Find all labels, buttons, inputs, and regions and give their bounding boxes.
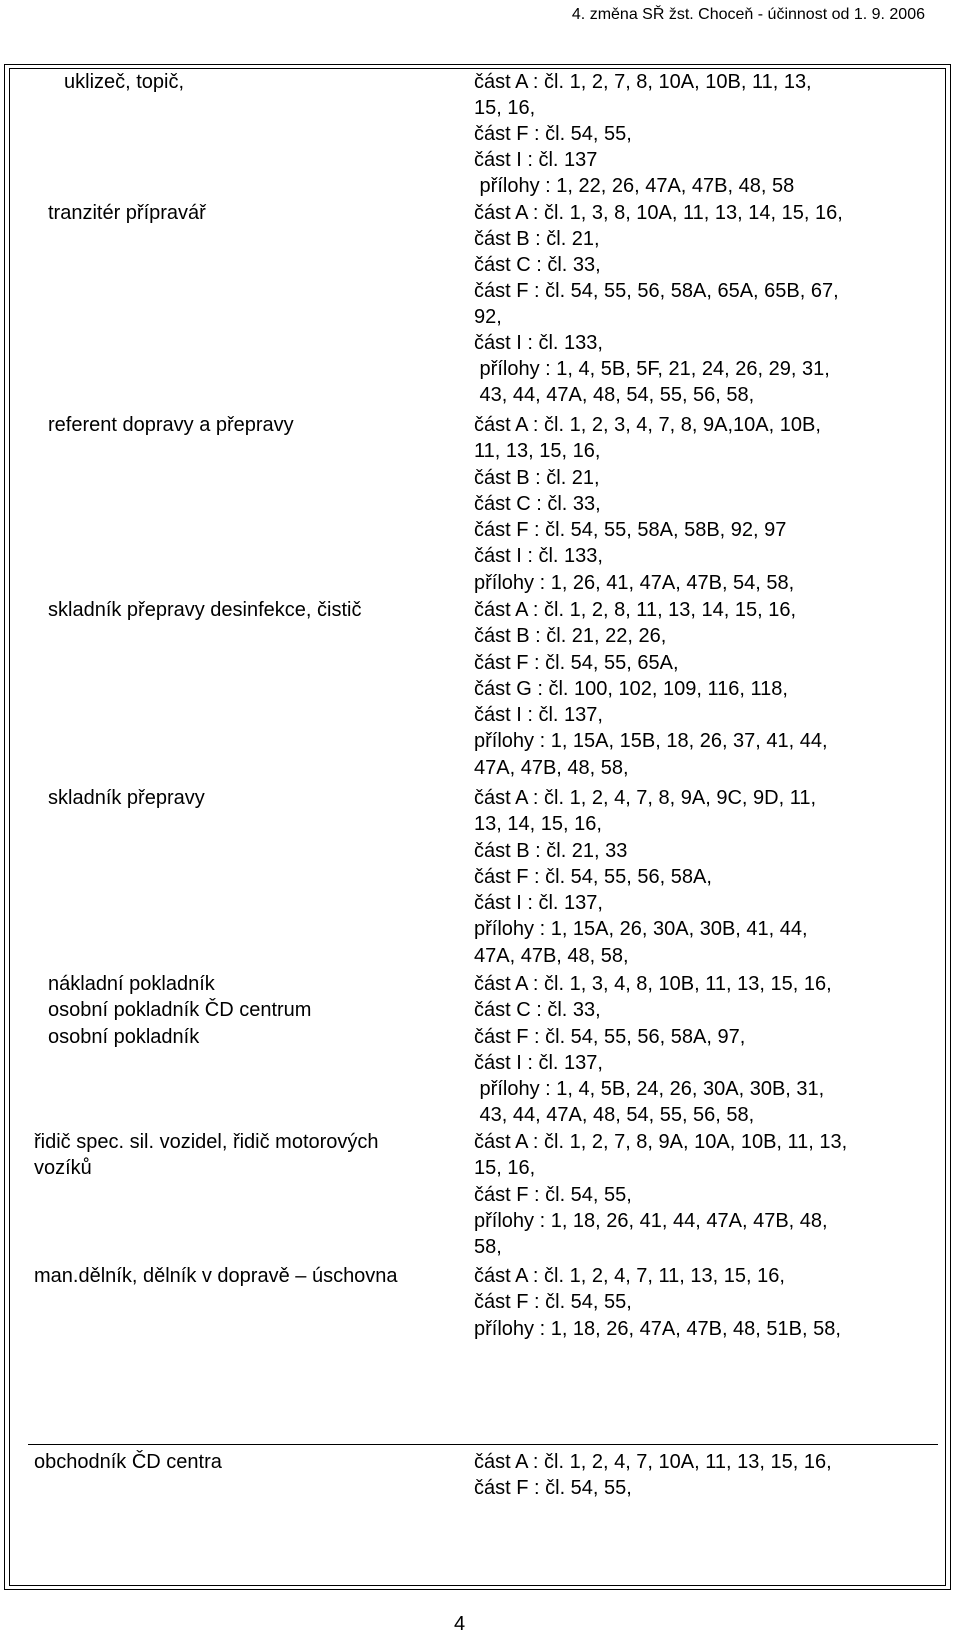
article-line: 43, 44, 47A, 48, 54, 55, 56, 58, [474,384,755,406]
article-line: 15, 16, [474,97,536,119]
article-line: přílohy : 1, 15A, 26, 30A, 30B, 41, 44, [474,918,808,941]
article-line: část G : čl. 100, 102, 109, 116, 118, [474,677,788,700]
article-line: 15, 16, [474,1157,536,1180]
article-line: 13, 14, 15, 16, [474,813,602,836]
job-position-line: osobní pokladník [48,1025,200,1048]
regulation-articles [474,200,843,408]
article-line: část A : čl. 1, 2, 8, 11, 13, 14, 15, 16, [474,599,797,621]
job-position-line: obchodník ČD centra [34,1451,222,1473]
article-line: část C : čl. 33, [474,492,601,515]
article-line: přílohy : 1, 4, 5B, 5F, 21, 24, 26, 29, 31, [474,358,830,380]
article-line: 43, 44, 47A, 48, 54, 55, 56, 58, [474,1104,755,1127]
article-line: 58, [474,1236,502,1259]
job-position-line: řidič spec. sil. vozidel, řidič motorových [34,1131,379,1153]
article-line: část F : čl. 54, 55, 56, 58A, 97, [474,1025,746,1048]
article-line: část F : čl. 54, 55, [474,1183,632,1206]
article-line: přílohy : 1, 26, 41, 47A, 47B, 54, 58, [474,571,795,594]
article-line: část A : čl. 1, 2, 4, 7, 10A, 11, 13, 15, 16, [474,1451,832,1473]
article-line: přílohy : 1, 22, 26, 47A, 47B, 48, 58 [474,175,795,197]
article-line: část A : čl. 1, 2, 4, 7, 8, 9A, 9C, 9D, 11, [474,787,817,809]
job-position-line: nákladní pokladník [48,973,215,995]
regulation-articles [474,69,812,199]
job-position-line: skladník přepravy [48,787,205,809]
job-position-line: man.dělník, dělník v dopravě – úschovna [34,1265,398,1287]
article-line: část I : čl. 137 [474,149,598,171]
article-line: část C : čl. 33, [474,254,601,276]
article-line: 92, [474,306,502,328]
regulation-articles [474,971,832,1129]
job-position [48,971,311,1050]
job-position [34,1129,379,1182]
article-line: část A : čl. 1, 3, 8, 10A, 11, 13, 14, 15, 16, [474,202,843,224]
article-line: 47A, 47B, 48, 58, [474,944,629,967]
regulation-articles [474,785,816,969]
article-line: část A : čl. 1, 3, 4, 8, 10B, 11, 13, 15, 16, [474,973,832,995]
job-position [48,785,205,811]
article-line: část F : čl. 54, 55, [474,123,632,145]
article-line: přílohy : 1, 18, 26, 41, 44, 47A, 47B, 48, [474,1209,828,1232]
job-position-line: uklizeč, topič, [64,71,185,93]
article-line: 47A, 47B, 48, 58, [474,756,629,779]
article-line: přílohy : 1, 18, 26, 47A, 47B, 48, 51B, 58, [474,1317,841,1340]
article-line: část I : čl. 133, [474,332,603,354]
regulation-articles [474,412,821,596]
document-header: 4. změna SŘ žst. Choceň - účinnost od 1. 9. 2006 [571,6,925,23]
job-position-line: osobní pokladník ČD centrum [48,999,312,1022]
article-line: část F : čl. 54, 55, 58A, 58B, 92, 97 [474,519,787,542]
row-divider [28,1444,938,1445]
article-line: část F : čl. 54, 55, 65A, [474,651,679,674]
article-line: část A : čl. 1, 2, 3, 4, 7, 8, 9A,10A, 10B, [474,414,821,436]
article-line: část I : čl. 137, [474,1051,603,1074]
regulation-articles [474,597,828,781]
job-position [64,69,184,95]
job-position [34,1263,398,1289]
article-line: část I : čl. 137, [474,704,603,727]
regulation-articles [474,1129,847,1260]
article-line: 11, 13, 15, 16, [474,440,601,463]
article-line: část F : čl. 54, 55, [474,1477,632,1500]
regulation-articles [474,1263,841,1342]
article-line: část A : čl. 1, 2, 7, 8, 10A, 10B, 11, 13, [474,71,812,93]
job-position [48,412,294,438]
article-line: část C : čl. 33, [474,999,601,1022]
regulation-articles [474,1449,832,1502]
job-position [48,597,361,623]
job-position [34,1449,222,1475]
job-position-line: referent dopravy a přepravy [48,414,294,436]
article-line: část B : čl. 21, 22, 26, [474,625,667,648]
page-number: 4 [454,1613,466,1635]
job-position-line: vozíků [34,1157,92,1180]
article-line: přílohy : 1, 15A, 15B, 18, 26, 37, 41, 44, [474,730,828,753]
article-line: přílohy : 1, 4, 5B, 24, 26, 30A, 30B, 31, [474,1078,825,1101]
article-line: část F : čl. 54, 55, [474,1291,632,1314]
job-position-line: skladník přepravy desinfekce, čistič [48,599,362,621]
article-line: část B : čl. 21, [474,466,600,489]
article-line: část I : čl. 137, [474,892,603,915]
article-line: část B : čl. 21, [474,228,600,250]
article-line: část I : čl. 133, [474,545,603,568]
article-line: část F : čl. 54, 55, 56, 58A, [474,865,712,888]
article-line: část B : čl. 21, 33 [474,839,628,862]
job-position-line: tranzitér přípravář [48,202,206,224]
article-line: část A : čl. 1, 2, 7, 8, 9A, 10A, 10B, 11, 13, [474,1131,848,1153]
article-line: část F : čl. 54, 55, 56, 58A, 65A, 65B, 67, [474,280,839,302]
article-line: část A : čl. 1, 2, 4, 7, 11, 13, 15, 16, [474,1265,785,1287]
job-position [48,200,206,226]
